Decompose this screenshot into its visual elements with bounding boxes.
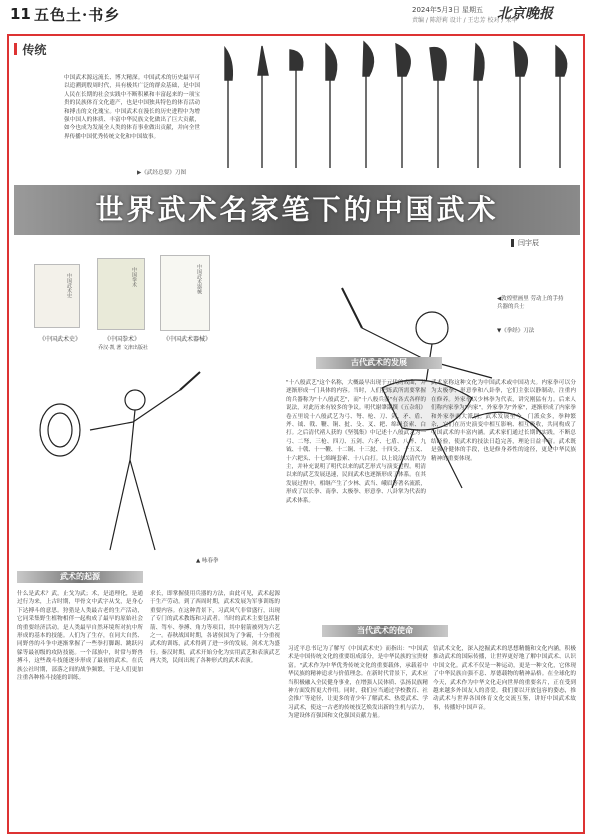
weapon-7 [430, 48, 446, 168]
kungfu-figure [30, 360, 240, 560]
weapon-3 [290, 50, 303, 168]
warrior-caption-1: ◀敦煌壁画里 劳动上的手持兵器的兵士 [497, 296, 564, 310]
book-sub-2: 乔汉·凯 著 文津出版社 [98, 345, 148, 351]
intro-text: 中国武术源远流长、博大精深。中国武术的历史最早可以追溯到殷周时代，具有极其广泛的群众基础，是中国人民在长期的社会实践中不断积累和丰富起来的一项宝贵的民族体育文化遗产，也是中国独具特色的体育活动和搏击的文化瑰宝。中国武术在漫长的历史进程中为增强中国人的体质、丰富中华民族文化做出了巨大贡献，如今也成为发展全人类的体育事业做出贡献，并向全世界传播中国优秀传统文化和中国故事。 [64, 75, 200, 140]
issue-date: 2024年5月3日 星期五 [412, 6, 483, 14]
figure-caption: ▲ 咏春拳 [196, 558, 219, 564]
section-head-development: 古代武术的发展 [316, 357, 442, 369]
weapon-6 [396, 44, 410, 168]
shield-left [40, 404, 80, 456]
book-cover-1 [34, 264, 80, 328]
section-head-origin: 武术的起源 [17, 571, 143, 583]
credits: 责编 / 陈舒莉 设计 / 王忠芳 校对 / 宋华 [412, 17, 518, 24]
book-cover-title: 中国武术器械 [196, 264, 202, 294]
paper-name: 北京晚报 [497, 6, 553, 22]
weapon-1 [225, 48, 232, 168]
column-tag-label: 传统 [22, 43, 47, 57]
section-head-mission: 当代武术的使命 [322, 625, 448, 637]
weapon-2 [258, 46, 268, 168]
column-tag [14, 41, 46, 58]
figure-head [125, 390, 145, 410]
headline: 世界武术名家笔下的中国武术 [95, 193, 499, 226]
origin-column-2: 求长，即掌握使用兵器的方法，由此可见，武术起源于生产劳动。到了西周时期，武术发展为军事训练的重要内容。在这种背景下，习武风气非常盛行，出现了专门的武术教练和习武者。当时的武术主要包括射箭、驾车、拳搏、角力等项目，其中射箭被列为六艺之一。春秋战国时期，各诸侯国为了争霸，十分重视武术的训练，武术得到了进一步的发展，剑术尤为盛行。秦汉时期，武术开始分化为实用武艺和表演武艺两大类，民间出现了各种形式的武术表演。 [150, 591, 280, 665]
book-caption-2: 《中国拳术》 [103, 336, 140, 343]
figure-body [110, 410, 155, 550]
dev-column-1: "十八般武艺"这个名称，大概最早出现于元代的戏曲，并逐渐形成一门具体的内容。当时，人们把练武所需要掌握的兵器称为"十八般武艺"，而"十八般兵器"有各式各样的说法，对此历来有较多的争议。明代谢肇淛撰《五杂俎》卷五里说十八般武艺为弓、弩、枪、刀、剑、矛、盾、斧、钺、戟、鞭、锏、挝、殳、叉、耙、绵绳套索、白打。之后清代褚人获的《坚瓠集》中记述十八般武艺为一弓、二弩、三枪、四刀、五剑、六矛、七盾、八斧、九钺、十戟、十一鞭、十二锏、十三挝、十四殳、十五叉、十六耙头、十七绵绳套索、十八白打。以上说法以清代为主，并补充说明了明代以来的武艺形式与演变过程。明清以来的武艺发展迅速，民间武术也逐渐形成了体系。在其发展过程中，相继产生了少林、武当、峨眉等著名流派，形成了以长拳、南拳、太极拳、形意拳、八卦掌为代表的武术体系。 [286, 380, 426, 504]
weapons-illustration [210, 40, 580, 170]
book-cover-title: 中国武术史 [66, 273, 72, 298]
origin-column-1: 什么是武术？武，止戈为武；术，是道理化，是通过行为来，上古时期，甲骨文中武字从戈，是身心下达搏斗的意思。狩猎是人类最古老的生产活动，它同采集野生植物相伴一起构成了最早的原始社会的重要经济活动。是人类最早自然环境所对抗中所形成的基本的技能。人们为了生存，在同大自然、同野兽的斗争中逐渐掌握了一些拳打脚踢、跳跃闪躲等最初级的攻防技能。一个部族中，时常与野兽搏斗，这些战斗技能逐步形成了最初的武术。在氏族公社时期，部落之间的战争频繁，于是人们更加注重各种格斗技能的训练。 [17, 591, 143, 682]
page-number: 11 [10, 5, 31, 23]
intro-caption: ▶《武经总要》刀图 [137, 170, 187, 176]
book-caption-1: 《中国武术史》 [38, 336, 81, 343]
book-cover-3 [160, 255, 210, 331]
dev-column-2: 武术家称这种文化为中国武术或中国功夫。内家拳可以分为太极拳、形意拳和八卦拳，它们主张以静制动，注重内在修养。外家拳以少林拳为代表，讲究刚猛有力。后来人们称内家拳为"内家"，外家拳为"外家"，逐渐形成了内家拳和外家拳两大派别。武术发展至今，门派众多，拳种繁杂，它们在历史演变中相互影响、相互吸收，共同构成了中国武术的丰富内涵。武术家们通过长期的实践，不断总结经验，使武术的技法日趋完善，理论日益丰富。武术既是强身健体的手段，也是修身养性的途径，更是中华民族精神的重要体现。 [431, 380, 576, 462]
weapon-5 [363, 42, 373, 168]
book-caption-3: 《中国武术器械》 [162, 336, 211, 343]
author: 闫宇辰 [518, 239, 539, 247]
book-cover-2 [97, 258, 145, 330]
author-bar [511, 239, 514, 247]
weapon-8 [474, 44, 484, 168]
section-title: 五色土·书乡 [34, 6, 121, 24]
weapon-9 [514, 42, 527, 168]
book-cover-title: 中国拳术 [131, 267, 137, 287]
weapon-4 [326, 44, 337, 168]
mission-column-1: 习近平总书记为了解写《中国武术史》而指出："中国武术是中国传统文化的重要组成部分，是中华民族的宝贵财富。"武术作为中华优秀传统文化的重要载体，承载着中华民族的精神追求与价值理念。在新时代背景下，武术应当积极融入全民健身事业，在增强人民体质、弘扬民族精神方面发挥更大作用。同时，我们应当通过学校教育、社会推广等途径，让更多的青少年了解武术、热爱武术、学习武术，使这一古老的传统技艺焕发出新的生机与活力，为建设体育强国和文化强国贡献力量。 [288, 646, 428, 720]
mission-column-2: 信武术文化，深入挖掘武术的思想精髓和文化内涵，积极推动武术的国际传播，让世界更好地了解中国武术、认识中国文化。武术不仅是一种运动，更是一种文化，它体现了中华民族自强不息、厚德载物的精神品格。在全球化的今天，武术作为中华文化走向世界的重要名片，正在受到越来越多外国友人的喜爱。我们要以开放包容的姿态，推动武术与世界各国体育文化交流互鉴，讲好中国武术故事，传播好中国声音。 [433, 646, 576, 711]
warrior-caption-2: ▼《拳经》刀法 [497, 328, 535, 334]
weapon-10 [556, 46, 567, 168]
